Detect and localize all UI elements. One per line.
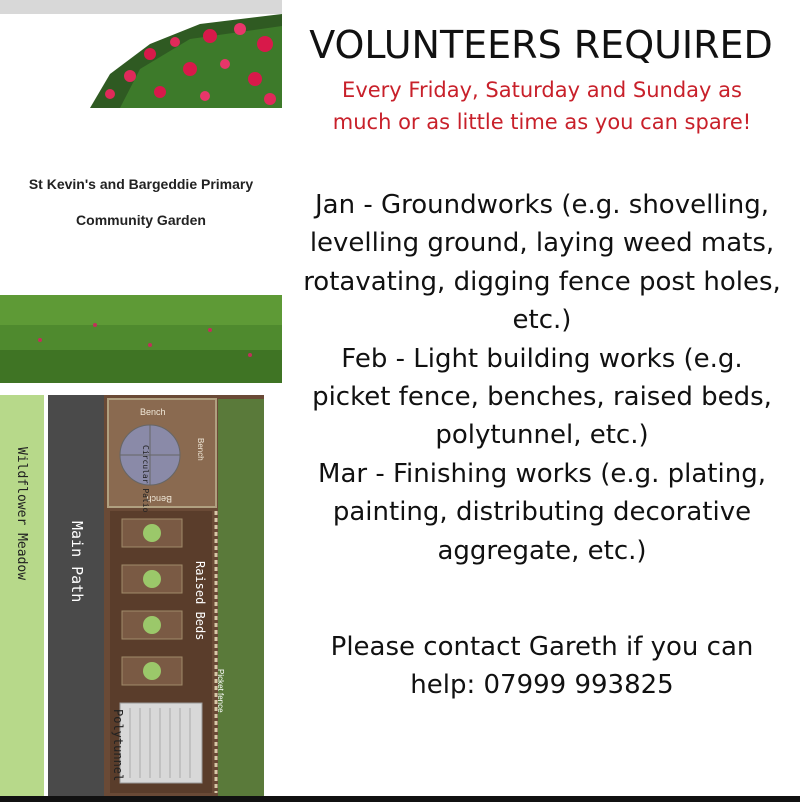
patio-label: Circular Patio — [141, 445, 150, 513]
left-panel — [0, 0, 282, 802]
bench-right-label: Bench — [196, 438, 205, 461]
schedule-list — [302, 186, 782, 570]
poster-subtitle: Every Friday, Saturday and Sunday as much or as little time as you can spare! — [332, 78, 752, 134]
bench-bottom-label: Bench — [146, 494, 172, 504]
grass-photo — [0, 295, 282, 383]
hedge-area — [218, 399, 264, 799]
bench-top-label: Bench — [140, 407, 166, 417]
poster-title: VOLUNTEERS REQUIRED — [309, 23, 773, 67]
schedule-mar: Mar - Finishing works (e.g. plating, painting, distributing decorative aggregate, etc.) — [318, 458, 766, 566]
meadow-label: Wildflower Meadow — [14, 447, 29, 581]
schedule-jan: Jan - Groundworks (e.g. shovelling, levelling ground, laying weed mats, rotavating, digging fence post holes, etc.) — [303, 190, 781, 336]
path-label: Main Path — [68, 521, 86, 603]
polytunnel-label: Polytunnel — [111, 709, 125, 782]
schedule-feb: Feb - Light building works (e.g. picket fence, benches, raised beds, polytunnel, etc.) — [312, 343, 772, 451]
organisation-line-1: St Kevin's and Bargeddie Primary — [28, 176, 254, 192]
beds-label: Raised Beds — [193, 561, 207, 641]
flower-photo — [0, 14, 282, 108]
bottom-bar — [0, 796, 800, 802]
garden-plan — [0, 383, 282, 802]
contact-info: Please contact Gareth if you can help: 07999 993825 — [330, 632, 754, 700]
organisation-name — [0, 166, 282, 238]
poster-text-panel — [282, 0, 800, 802]
top-strip — [0, 0, 282, 14]
fence-label: Picket fence — [216, 669, 225, 713]
organisation-line-2: Community Garden — [76, 212, 206, 228]
